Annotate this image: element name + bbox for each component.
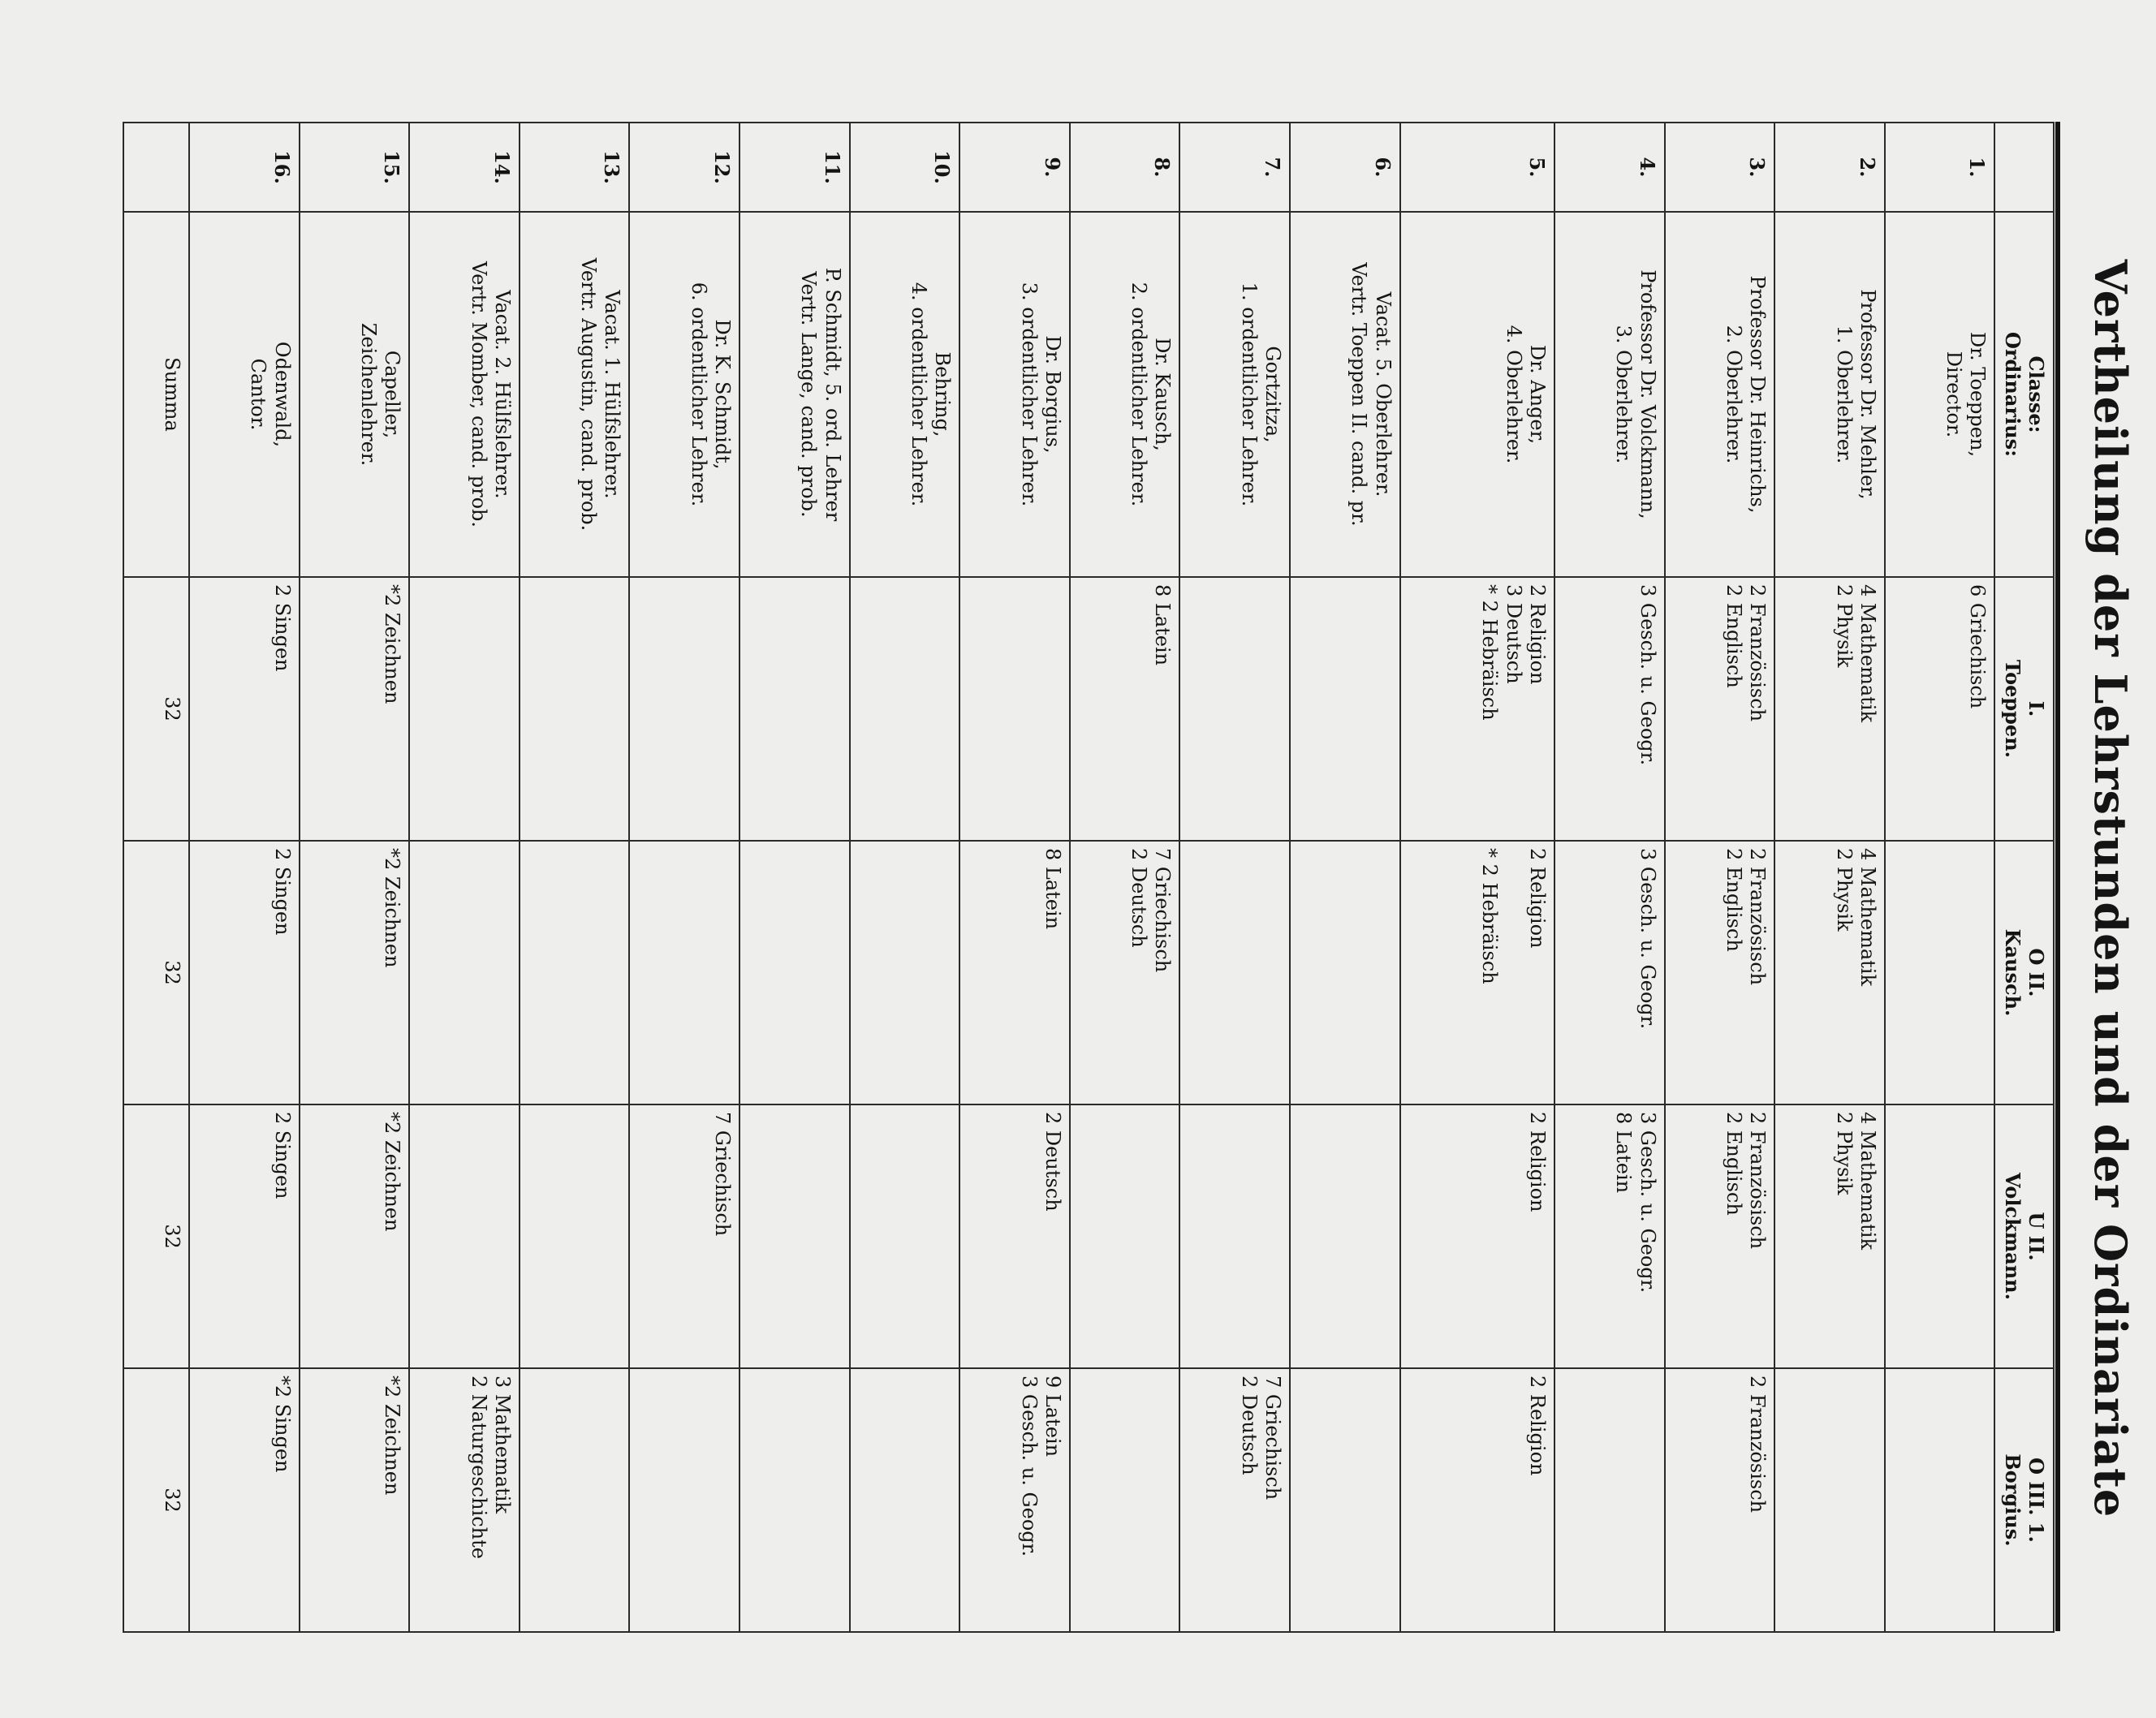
table-body xyxy=(123,123,1994,1632)
summa-row xyxy=(123,123,189,1632)
table-row xyxy=(409,123,520,1632)
lesson-cell xyxy=(1554,1368,1665,1632)
lesson-entry: 3 Gesch. u. Geogr. xyxy=(1636,1112,1659,1294)
lesson-entry: 2 Physik xyxy=(1832,1112,1856,1195)
lesson-cell xyxy=(1774,577,1885,841)
lesson-cell xyxy=(1290,841,1400,1104)
lesson-cell xyxy=(959,1104,1070,1368)
teacher-line: Vertr. Augustin, cand. prob. xyxy=(577,257,601,532)
lesson-cell xyxy=(1400,577,1554,841)
lesson-entry: 2 Singen xyxy=(270,1112,294,1199)
lesson-entry: 9 Latein xyxy=(1041,1376,1064,1458)
teacher-line: 2. ordentlicher Lehrer. xyxy=(1128,282,1151,507)
teacher-cell xyxy=(1400,212,1554,577)
teacher-line: Dr. Anger, xyxy=(1526,344,1550,445)
table-row xyxy=(1554,123,1665,1632)
lesson-entry: 2 Singen xyxy=(270,848,294,936)
lesson-cell xyxy=(300,1104,410,1368)
schedule-table xyxy=(123,122,2055,1633)
teacher-line: Professor Dr. Heinrichs, xyxy=(1746,275,1770,514)
teacher-line: Vertr. Toeppen II. cand. pr. xyxy=(1348,262,1371,527)
row-number: 9. xyxy=(959,123,1070,212)
teacher-line: Dr. Borgius, xyxy=(1041,335,1064,454)
lesson-entry: *2 Zeichnen xyxy=(381,1376,404,1496)
header-row xyxy=(1994,123,2054,1632)
teacher-line: Dr. Kausch, xyxy=(1151,338,1175,451)
teacher-line: Professor Dr. Mehler, xyxy=(1856,289,1879,500)
lesson-entry: 3 Gesch. u. Geogr. xyxy=(1636,584,1659,766)
lesson-entry: 4 Mathematik xyxy=(1856,584,1879,723)
teacher-cell xyxy=(1774,212,1885,577)
lesson-cell xyxy=(409,1104,520,1368)
lesson-entry: 6 Griechisch xyxy=(1966,584,1990,709)
header-blank xyxy=(1994,123,2054,212)
lesson-entry: 2 Französisch xyxy=(1746,584,1770,722)
lesson-cell xyxy=(959,841,1070,1104)
header-class-3: U II. Volckmann. xyxy=(1994,1104,2054,1368)
teacher-cell xyxy=(1885,212,1995,577)
lesson-entry: 2 Französisch xyxy=(1746,1376,1770,1513)
lesson-cell xyxy=(409,1368,520,1632)
row-number: 5. xyxy=(1400,123,1554,212)
lesson-cell xyxy=(1070,841,1180,1104)
lesson-entry: 2 Religion xyxy=(1526,584,1550,685)
row-number: 16. xyxy=(189,123,300,212)
summa-label: Summa xyxy=(123,212,189,577)
lesson-cell xyxy=(1885,1104,1995,1368)
teacher-line: Behring, xyxy=(931,351,955,437)
lesson-entry: 2 Naturgeschichte xyxy=(467,1376,490,1559)
lesson-cell xyxy=(740,1104,850,1368)
lesson-cell xyxy=(1885,577,1995,841)
lesson-cell xyxy=(1400,841,1554,1104)
header-ordinarius: Ordinarius: xyxy=(2000,331,2024,458)
teacher-line: 2. Oberlehrer. xyxy=(1722,325,1745,464)
lesson-cell xyxy=(1070,1368,1180,1632)
teacher-line: Zeichenlehrer. xyxy=(356,322,380,467)
lesson-cell xyxy=(629,1368,740,1632)
lesson-entry: 2 Englisch xyxy=(1722,848,1745,952)
lesson-entry: *2 Zeichnen xyxy=(381,848,404,968)
table-row xyxy=(1774,123,1885,1632)
teacher-line: Cantor. xyxy=(247,358,270,431)
lesson-cell xyxy=(300,841,410,1104)
lesson-entry: 2 Französisch xyxy=(1746,1112,1770,1250)
lesson-entry: 2 Physik xyxy=(1832,584,1856,668)
lesson-cell xyxy=(740,577,850,841)
lesson-cell xyxy=(189,841,300,1104)
teacher-cell xyxy=(1554,212,1665,577)
row-number: 11. xyxy=(740,123,850,212)
lesson-entry: 7 Griechisch xyxy=(711,1112,735,1237)
lesson-cell xyxy=(189,1104,300,1368)
teacher-cell xyxy=(850,212,960,577)
teacher-line: Gortzitza, xyxy=(1261,346,1285,443)
row-number: 13. xyxy=(520,123,630,212)
lesson-entry: 8 Latein xyxy=(1151,584,1175,666)
top-rule xyxy=(2055,122,2060,1631)
lesson-cell xyxy=(1179,577,1290,841)
teacher-cell xyxy=(409,212,520,577)
lesson-entry: 3 Mathematik xyxy=(490,1376,514,1514)
teacher-cell xyxy=(189,212,300,577)
table-row xyxy=(629,123,740,1632)
lesson-entry: 2 Singen xyxy=(270,584,294,672)
summa-value: 32 xyxy=(123,841,189,1104)
lesson-cell xyxy=(1400,1368,1554,1632)
teacher-line: 3. ordentlicher Lehrer. xyxy=(1017,282,1041,507)
teacher-line: 4. ordentlicher Lehrer. xyxy=(908,282,930,507)
table-row xyxy=(1070,123,1180,1632)
row-number: 2. xyxy=(1774,123,1885,212)
table-row xyxy=(1290,123,1400,1632)
lesson-cell xyxy=(1665,1104,1775,1368)
lesson-cell xyxy=(1290,577,1400,841)
lesson-entry: 4 Mathematik xyxy=(1856,1112,1879,1251)
table-row xyxy=(300,123,410,1632)
lesson-entry: 3 Gesch. u. Geogr. xyxy=(1636,848,1659,1030)
lesson-cell xyxy=(520,1368,630,1632)
lesson-cell xyxy=(1885,841,1995,1104)
lesson-cell xyxy=(850,1368,960,1632)
table-row xyxy=(520,123,630,1632)
lesson-entry: *2 Zeichnen xyxy=(381,1112,404,1232)
lesson-entry: 3 Gesch. u. Geogr. xyxy=(1017,1376,1041,1557)
lesson-entry xyxy=(1502,848,1525,1097)
teacher-cell xyxy=(1665,212,1775,577)
row-number: 6. xyxy=(1290,123,1400,212)
lesson-cell xyxy=(1554,577,1665,841)
lesson-entry: 4 Mathematik xyxy=(1856,848,1879,987)
summa-value: 32 xyxy=(123,1368,189,1632)
teacher-cell xyxy=(1290,212,1400,577)
teacher-line: 1. ordentlicher Lehrer. xyxy=(1237,282,1261,507)
lesson-entry: 7 Griechisch xyxy=(1261,1376,1285,1501)
lesson-cell xyxy=(1554,1104,1665,1368)
row-number: 14. xyxy=(409,123,520,212)
table-row xyxy=(850,123,960,1632)
lesson-entry: 2 Religion xyxy=(1526,848,1550,949)
lesson-entry: *2 Singen xyxy=(270,1376,294,1473)
lesson-entry: 2 Englisch xyxy=(1722,584,1745,688)
teacher-line: Director. xyxy=(1943,351,1966,438)
summa-value: 32 xyxy=(123,1104,189,1368)
lesson-cell xyxy=(1665,1368,1775,1632)
lesson-cell xyxy=(959,577,1070,841)
lesson-cell xyxy=(1070,577,1180,841)
table-row xyxy=(189,123,300,1632)
lesson-entry: 8 Latein xyxy=(1041,848,1064,930)
table-row xyxy=(740,123,850,1632)
header-class-1: I. Toeppen. xyxy=(1994,577,2054,841)
teacher-line: Dr. Toeppen, xyxy=(1966,331,1990,458)
teacher-line: Dr. K. Schmidt, xyxy=(711,319,735,470)
teacher-line: Professor Dr. Volckmann, xyxy=(1636,269,1659,519)
teacher-line: Odenwald, xyxy=(270,341,294,448)
lesson-cell xyxy=(959,1368,1070,1632)
teacher-cell xyxy=(959,212,1070,577)
lesson-cell xyxy=(1290,1368,1400,1632)
lesson-cell xyxy=(850,841,960,1104)
lesson-cell xyxy=(300,1368,410,1632)
lesson-cell xyxy=(1179,841,1290,1104)
lesson-entry: 2 Deutsch xyxy=(1128,848,1151,948)
lesson-entry: 2 Deutsch xyxy=(1237,1376,1261,1475)
row-number: 7. xyxy=(1179,123,1290,212)
teacher-cell xyxy=(740,212,850,577)
lesson-cell xyxy=(189,577,300,841)
table-row xyxy=(1665,123,1775,1632)
page-title: Vertheilung der Lehrstunden und der Ordinariate xyxy=(2085,259,2137,1518)
lesson-entry: 2 Englisch xyxy=(1722,1112,1745,1216)
lesson-entry: 2 Religion xyxy=(1526,1376,1550,1476)
row-number: 1. xyxy=(1885,123,1995,212)
teacher-line: Vacat. 1. Hülfslehrer. xyxy=(601,290,624,499)
lesson-cell xyxy=(520,841,630,1104)
table-row xyxy=(1179,123,1290,1632)
lesson-cell xyxy=(740,841,850,1104)
summa-blank xyxy=(123,123,189,212)
lesson-entry: * 2 Hebräisch xyxy=(1478,848,1502,984)
lesson-cell xyxy=(629,577,740,841)
header-class-4: O III. 1. Borgius. xyxy=(1994,1368,2054,1632)
lesson-cell xyxy=(1400,1104,1554,1368)
teacher-line: Capeller, xyxy=(381,350,404,439)
teacher-line: 6. ordentlicher Lehrer. xyxy=(687,282,710,507)
header-classe: Classe: xyxy=(2024,355,2048,433)
lesson-cell xyxy=(1179,1368,1290,1632)
lesson-entry: 2 Physik xyxy=(1832,848,1856,932)
table-row xyxy=(1885,123,1995,1632)
lesson-cell xyxy=(1774,841,1885,1104)
lesson-entry: 7 Griechisch xyxy=(1151,848,1175,973)
teacher-line: 4. Oberlehrer. xyxy=(1502,325,1525,464)
lesson-cell xyxy=(1290,1104,1400,1368)
lesson-cell xyxy=(300,577,410,841)
lesson-entry: 8 Latein xyxy=(1612,1112,1636,1194)
teacher-cell xyxy=(300,212,410,577)
lesson-cell xyxy=(629,841,740,1104)
lesson-entry: * 2 Hebräisch xyxy=(1478,584,1502,721)
teacher-line: Vacat. 5. Oberlehrer. xyxy=(1371,291,1395,497)
lesson-entry: 3 Deutsch xyxy=(1502,584,1525,684)
lesson-cell xyxy=(1885,1368,1995,1632)
lesson-cell xyxy=(1665,577,1775,841)
lesson-cell xyxy=(850,577,960,841)
teacher-cell xyxy=(1179,212,1290,577)
lesson-cell xyxy=(520,577,630,841)
lesson-cell xyxy=(1774,1104,1885,1368)
lesson-cell xyxy=(740,1368,850,1632)
row-number: 10. xyxy=(850,123,960,212)
table-row xyxy=(1400,123,1554,1632)
lesson-entry: *2 Zeichnen xyxy=(381,584,404,704)
lesson-cell xyxy=(409,841,520,1104)
lesson-cell xyxy=(629,1104,740,1368)
header-class-label xyxy=(1994,212,2054,577)
teacher-line: Vertr. Lange, cand. prob. xyxy=(797,271,821,518)
lesson-entry: 2 Deutsch xyxy=(1041,1112,1064,1212)
teacher-cell xyxy=(1070,212,1180,577)
teacher-line: Vertr. Momber, cand. prob. xyxy=(467,260,490,528)
row-number: 3. xyxy=(1665,123,1775,212)
teacher-line: P. Schmidt, 5. ord. Lehrer xyxy=(821,267,844,522)
lesson-entry: 2 Französisch xyxy=(1746,848,1770,986)
lesson-cell xyxy=(1774,1368,1885,1632)
teacher-cell xyxy=(520,212,630,577)
teacher-line: Vacat. 2. Hülfslehrer. xyxy=(490,290,514,499)
lesson-cell xyxy=(1179,1104,1290,1368)
teacher-line: 3. Oberlehrer. xyxy=(1612,325,1636,464)
table-row xyxy=(959,123,1070,1632)
lesson-cell xyxy=(850,1104,960,1368)
row-number: 12. xyxy=(629,123,740,212)
header-class-2: O II. Kausch. xyxy=(1994,841,2054,1104)
summa-value: 32 xyxy=(123,577,189,841)
lesson-entry: 2 Religion xyxy=(1526,1112,1550,1212)
row-number: 4. xyxy=(1554,123,1665,212)
lesson-cell xyxy=(1554,841,1665,1104)
lesson-cell xyxy=(409,577,520,841)
lesson-cell xyxy=(189,1368,300,1632)
teacher-cell xyxy=(629,212,740,577)
lesson-cell xyxy=(1665,841,1775,1104)
lesson-cell xyxy=(1070,1104,1180,1368)
row-number: 8. xyxy=(1070,123,1180,212)
row-number: 15. xyxy=(300,123,410,212)
teacher-line: 1. Oberlehrer. xyxy=(1832,325,1856,464)
lesson-cell xyxy=(520,1104,630,1368)
